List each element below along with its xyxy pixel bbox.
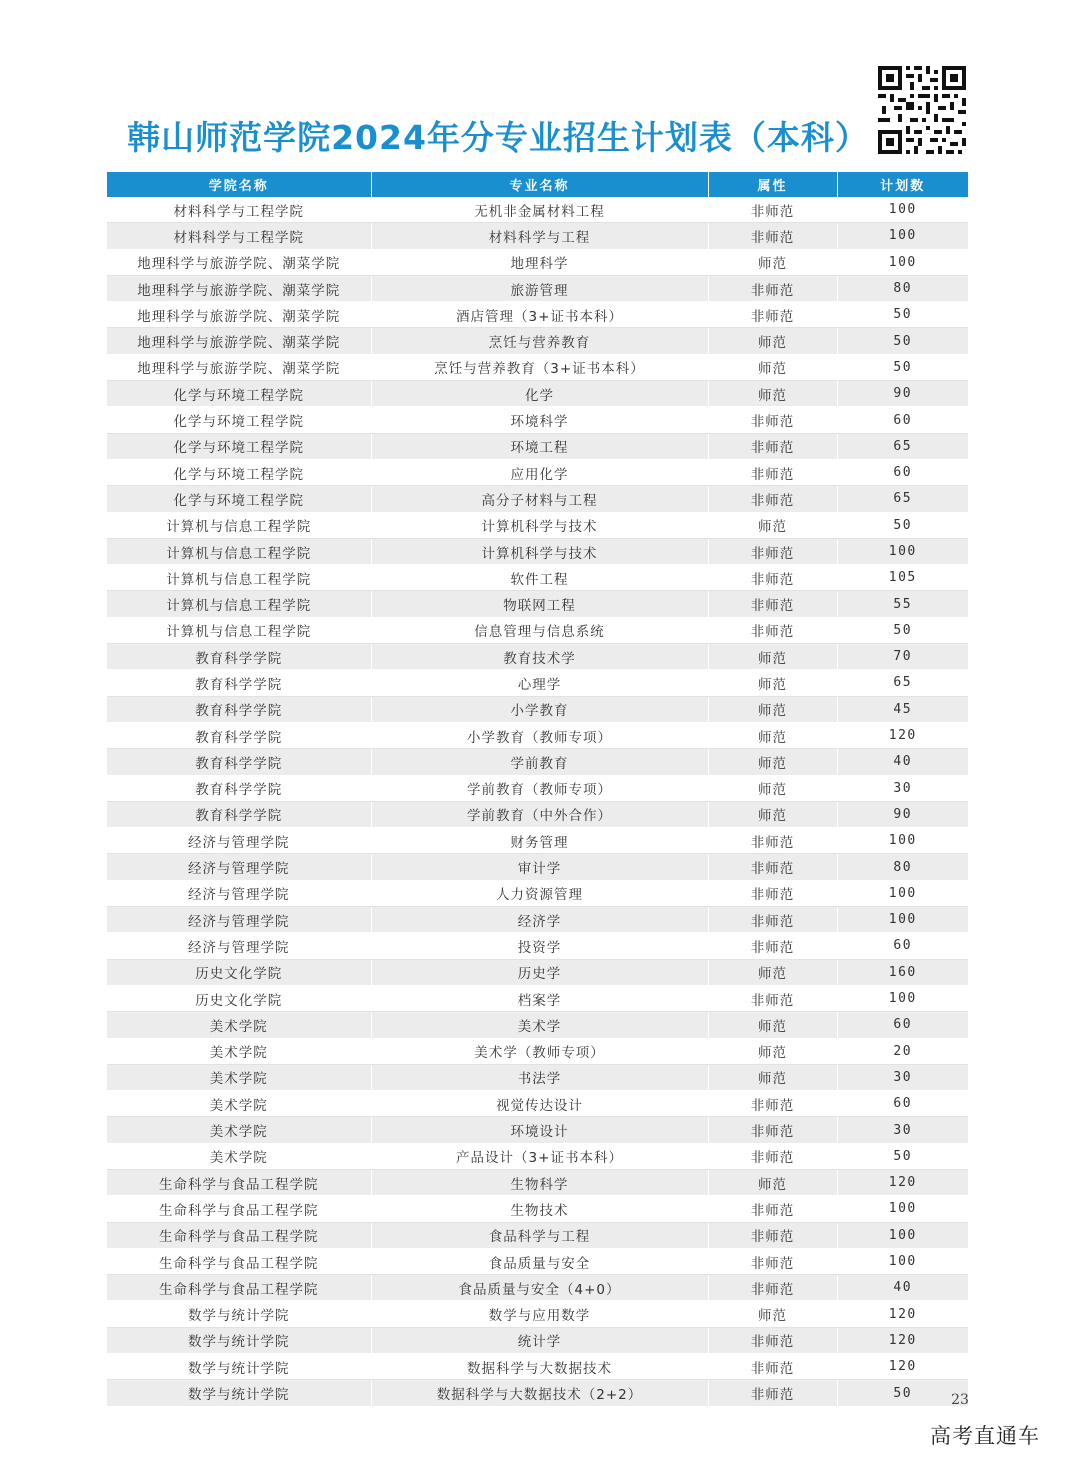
cell-count: 55 <box>837 591 968 617</box>
cell-count: 120 <box>837 1327 968 1353</box>
cell-attribute: 非师范 <box>708 591 837 617</box>
cell-college: 历史文化学院 <box>107 959 371 985</box>
cell-count: 80 <box>837 854 968 880</box>
table-row <box>107 670 968 696</box>
cell-college: 计算机与信息工程学院 <box>107 591 371 617</box>
cell-major: 统计学 <box>371 1327 708 1353</box>
cell-attribute: 非师范 <box>708 302 837 328</box>
cell-college: 美术学院 <box>107 1117 371 1143</box>
cell-college: 计算机与信息工程学院 <box>107 617 371 643</box>
cell-college: 化学与环境工程学院 <box>107 381 371 407</box>
cell-college: 美术学院 <box>107 1012 371 1038</box>
cell-attribute: 非师范 <box>708 433 837 459</box>
cell-attribute: 非师范 <box>708 828 837 854</box>
cell-count: 100 <box>837 985 968 1011</box>
cell-major: 无机非金属材料工程 <box>371 197 708 223</box>
cell-count: 50 <box>837 328 968 354</box>
cell-major: 酒店管理（3+证书本科） <box>371 302 708 328</box>
cell-count: 100 <box>837 249 968 275</box>
cell-major: 数据科学与大数据技术（2+2） <box>371 1380 708 1406</box>
cell-count: 100 <box>837 880 968 906</box>
table-row <box>107 1012 968 1038</box>
cell-attribute: 师范 <box>708 381 837 407</box>
table-row <box>107 354 968 380</box>
cell-major: 档案学 <box>371 985 708 1011</box>
table-row <box>107 749 968 775</box>
cell-major: 地理科学 <box>371 249 708 275</box>
cell-major: 经济学 <box>371 907 708 933</box>
cell-major: 信息管理与信息系统 <box>371 617 708 643</box>
cell-attribute: 非师范 <box>708 617 837 643</box>
cell-count: 120 <box>837 722 968 748</box>
table-row <box>107 328 968 354</box>
cell-count: 40 <box>837 1275 968 1301</box>
table-row <box>107 591 968 617</box>
cell-attribute: 非师范 <box>708 1222 837 1248</box>
table-row <box>107 1169 968 1195</box>
table-row <box>107 1064 968 1090</box>
cell-college: 教育科学学院 <box>107 749 371 775</box>
cell-major: 环境设计 <box>371 1117 708 1143</box>
cell-attribute: 非师范 <box>708 1248 837 1274</box>
cell-college: 生命科学与食品工程学院 <box>107 1222 371 1248</box>
cell-attribute: 非师范 <box>708 1117 837 1143</box>
table-row <box>107 907 968 933</box>
cell-college: 数学与统计学院 <box>107 1327 371 1353</box>
table-row <box>107 433 968 459</box>
cell-major: 计算机科学与技术 <box>371 512 708 538</box>
cell-major: 食品质量与安全 <box>371 1248 708 1274</box>
table-row <box>107 1222 968 1248</box>
cell-major: 学前教育（中外合作） <box>371 801 708 827</box>
qr-code-icon <box>876 64 968 156</box>
cell-major: 软件工程 <box>371 565 708 591</box>
cell-count: 40 <box>837 749 968 775</box>
cell-major: 环境工程 <box>371 433 708 459</box>
cell-major: 小学教育（教师专项） <box>371 722 708 748</box>
cell-college: 材料科学与工程学院 <box>107 197 371 223</box>
cell-college: 地理科学与旅游学院、潮菜学院 <box>107 275 371 301</box>
cell-college: 美术学院 <box>107 1143 371 1169</box>
cell-major: 数据科学与大数据技术 <box>371 1354 708 1380</box>
table-row <box>107 722 968 748</box>
cell-major: 学前教育（教师专项） <box>371 775 708 801</box>
table-row <box>107 828 968 854</box>
cell-college: 教育科学学院 <box>107 670 371 696</box>
cell-attribute: 师范 <box>708 644 837 670</box>
cell-count: 50 <box>837 1380 968 1406</box>
cell-college: 计算机与信息工程学院 <box>107 565 371 591</box>
cell-college: 教育科学学院 <box>107 775 371 801</box>
table-row <box>107 1117 968 1143</box>
cell-college: 历史文化学院 <box>107 985 371 1011</box>
table-row <box>107 1091 968 1117</box>
cell-college: 美术学院 <box>107 1091 371 1117</box>
table-row <box>107 381 968 407</box>
cell-college: 化学与环境工程学院 <box>107 459 371 485</box>
cell-attribute: 非师范 <box>708 275 837 301</box>
cell-major: 财务管理 <box>371 828 708 854</box>
cell-major: 应用化学 <box>371 459 708 485</box>
table-row <box>107 249 968 275</box>
cell-attribute: 非师范 <box>708 933 837 959</box>
table-row <box>107 1143 968 1169</box>
cell-attribute: 非师范 <box>708 854 837 880</box>
header-college: 学院名称 <box>107 172 371 197</box>
cell-major: 高分子材料与工程 <box>371 486 708 512</box>
cell-count: 20 <box>837 1038 968 1064</box>
cell-count: 100 <box>837 197 968 223</box>
table-row <box>107 302 968 328</box>
cell-attribute: 非师范 <box>708 880 837 906</box>
cell-major: 烹饪与营养教育 <box>371 328 708 354</box>
table-row <box>107 459 968 485</box>
cell-count: 90 <box>837 381 968 407</box>
table-header-row <box>107 172 968 197</box>
cell-college: 教育科学学院 <box>107 644 371 670</box>
cell-major: 学前教育 <box>371 749 708 775</box>
cell-college: 材料科学与工程学院 <box>107 223 371 249</box>
cell-major: 化学 <box>371 381 708 407</box>
cell-count: 120 <box>837 1169 968 1195</box>
table-row <box>107 880 968 906</box>
cell-major: 生物科学 <box>371 1169 708 1195</box>
cell-major: 历史学 <box>371 959 708 985</box>
cell-major: 审计学 <box>371 854 708 880</box>
cell-college: 化学与环境工程学院 <box>107 486 371 512</box>
table-row <box>107 1327 968 1353</box>
cell-major: 物联网工程 <box>371 591 708 617</box>
page-title: 韩山师范学院2024年分专业招生计划表（本科） <box>127 118 869 157</box>
cell-college: 化学与环境工程学院 <box>107 433 371 459</box>
cell-count: 100 <box>837 828 968 854</box>
cell-attribute: 师范 <box>708 354 837 380</box>
cell-major: 书法学 <box>371 1064 708 1090</box>
cell-major: 视觉传达设计 <box>371 1091 708 1117</box>
table-row <box>107 1301 968 1327</box>
header-attribute: 属性 <box>708 172 837 197</box>
cell-attribute: 师范 <box>708 249 837 275</box>
cell-count: 70 <box>837 644 968 670</box>
cell-attribute: 非师范 <box>708 1196 837 1222</box>
table-row <box>107 1038 968 1064</box>
cell-major: 旅游管理 <box>371 275 708 301</box>
cell-college: 美术学院 <box>107 1038 371 1064</box>
cell-attribute: 非师范 <box>708 1275 837 1301</box>
cell-college: 地理科学与旅游学院、潮菜学院 <box>107 354 371 380</box>
cell-college: 教育科学学院 <box>107 722 371 748</box>
cell-major: 投资学 <box>371 933 708 959</box>
cell-college: 地理科学与旅游学院、潮菜学院 <box>107 302 371 328</box>
cell-major: 产品设计（3+证书本科） <box>371 1143 708 1169</box>
cell-attribute: 非师范 <box>708 1091 837 1117</box>
cell-attribute: 师范 <box>708 722 837 748</box>
cell-count: 120 <box>837 1301 968 1327</box>
cell-college: 生命科学与食品工程学院 <box>107 1248 371 1274</box>
cell-major: 烹饪与营养教育（3+证书本科） <box>371 354 708 380</box>
cell-attribute: 非师范 <box>708 197 837 223</box>
cell-count: 160 <box>837 959 968 985</box>
table-row <box>107 696 968 722</box>
cell-major: 心理学 <box>371 670 708 696</box>
table-row <box>107 775 968 801</box>
header-major: 专业名称 <box>371 172 708 197</box>
cell-attribute: 非师范 <box>708 1354 837 1380</box>
cell-count: 90 <box>837 801 968 827</box>
cell-college: 生命科学与食品工程学院 <box>107 1275 371 1301</box>
cell-college: 经济与管理学院 <box>107 933 371 959</box>
cell-attribute: 非师范 <box>708 907 837 933</box>
cell-college: 经济与管理学院 <box>107 828 371 854</box>
cell-attribute: 师范 <box>708 749 837 775</box>
table-row <box>107 486 968 512</box>
cell-attribute: 师范 <box>708 1301 837 1327</box>
enrollment-plan-table <box>107 172 968 1407</box>
cell-attribute: 师范 <box>708 1012 837 1038</box>
cell-count: 50 <box>837 617 968 643</box>
table-row <box>107 1196 968 1222</box>
cell-major: 数学与应用数学 <box>371 1301 708 1327</box>
table-row <box>107 1380 968 1406</box>
table-row <box>107 1275 968 1301</box>
cell-major: 美术学 <box>371 1012 708 1038</box>
cell-count: 30 <box>837 775 968 801</box>
cell-college: 经济与管理学院 <box>107 854 371 880</box>
table-row <box>107 223 968 249</box>
cell-major: 美术学（教师专项） <box>371 1038 708 1064</box>
cell-count: 65 <box>837 486 968 512</box>
cell-college: 地理科学与旅游学院、潮菜学院 <box>107 328 371 354</box>
cell-count: 30 <box>837 1117 968 1143</box>
cell-major: 材料科学与工程 <box>371 223 708 249</box>
cell-attribute: 非师范 <box>708 985 837 1011</box>
cell-major: 计算机科学与技术 <box>371 538 708 564</box>
cell-attribute: 师范 <box>708 328 837 354</box>
cell-major: 教育技术学 <box>371 644 708 670</box>
cell-count: 100 <box>837 538 968 564</box>
cell-attribute: 师范 <box>708 959 837 985</box>
table-row <box>107 854 968 880</box>
cell-count: 50 <box>837 354 968 380</box>
table-row <box>107 985 968 1011</box>
cell-attribute: 师范 <box>708 1038 837 1064</box>
cell-count: 60 <box>837 459 968 485</box>
cell-attribute: 非师范 <box>708 486 837 512</box>
cell-attribute: 师范 <box>708 801 837 827</box>
cell-count: 30 <box>837 1064 968 1090</box>
cell-major: 人力资源管理 <box>371 880 708 906</box>
cell-attribute: 非师范 <box>708 538 837 564</box>
page-number: 23 <box>951 1392 969 1408</box>
cell-attribute: 非师范 <box>708 1327 837 1353</box>
table-row <box>107 275 968 301</box>
cell-attribute: 非师范 <box>708 223 837 249</box>
cell-college: 数学与统计学院 <box>107 1354 371 1380</box>
cell-college: 经济与管理学院 <box>107 880 371 906</box>
cell-attribute: 非师范 <box>708 407 837 433</box>
cell-count: 60 <box>837 1012 968 1038</box>
cell-attribute: 非师范 <box>708 1143 837 1169</box>
cell-attribute: 师范 <box>708 670 837 696</box>
cell-count: 60 <box>837 1091 968 1117</box>
cell-count: 50 <box>837 512 968 538</box>
table-row <box>107 197 968 223</box>
cell-count: 65 <box>837 433 968 459</box>
cell-count: 50 <box>837 1143 968 1169</box>
cell-attribute: 非师范 <box>708 1380 837 1406</box>
table-row <box>107 407 968 433</box>
cell-college: 经济与管理学院 <box>107 907 371 933</box>
cell-attribute: 师范 <box>708 775 837 801</box>
header-count: 计划数 <box>837 172 968 197</box>
table-row <box>107 512 968 538</box>
cell-count: 60 <box>837 407 968 433</box>
table-body <box>107 197 968 1406</box>
cell-college: 化学与环境工程学院 <box>107 407 371 433</box>
cell-count: 100 <box>837 1248 968 1274</box>
cell-college: 生命科学与食品工程学院 <box>107 1196 371 1222</box>
cell-attribute: 非师范 <box>708 565 837 591</box>
cell-count: 120 <box>837 1354 968 1380</box>
cell-count: 65 <box>837 670 968 696</box>
cell-count: 80 <box>837 275 968 301</box>
table-row <box>107 1248 968 1274</box>
cell-college: 数学与统计学院 <box>107 1380 371 1406</box>
cell-college: 计算机与信息工程学院 <box>107 538 371 564</box>
table-row <box>107 933 968 959</box>
cell-college: 生命科学与食品工程学院 <box>107 1169 371 1195</box>
table-row <box>107 959 968 985</box>
cell-major: 小学教育 <box>371 696 708 722</box>
cell-college: 地理科学与旅游学院、潮菜学院 <box>107 249 371 275</box>
cell-college: 计算机与信息工程学院 <box>107 512 371 538</box>
watermark: 高考直通车 <box>930 1424 1040 1448</box>
cell-college: 教育科学学院 <box>107 696 371 722</box>
cell-count: 50 <box>837 302 968 328</box>
cell-college: 教育科学学院 <box>107 801 371 827</box>
cell-count: 60 <box>837 933 968 959</box>
cell-attribute: 师范 <box>708 1064 837 1090</box>
table-row <box>107 565 968 591</box>
cell-count: 105 <box>837 565 968 591</box>
cell-count: 100 <box>837 1222 968 1248</box>
cell-count: 100 <box>837 223 968 249</box>
cell-major: 食品质量与安全（4+0） <box>371 1275 708 1301</box>
table-row <box>107 801 968 827</box>
table-row <box>107 617 968 643</box>
cell-count: 100 <box>837 907 968 933</box>
cell-attribute: 师范 <box>708 1169 837 1195</box>
cell-college: 数学与统计学院 <box>107 1301 371 1327</box>
cell-count: 100 <box>837 1196 968 1222</box>
cell-attribute: 师范 <box>708 512 837 538</box>
cell-major: 食品科学与工程 <box>371 1222 708 1248</box>
cell-attribute: 师范 <box>708 696 837 722</box>
cell-count: 45 <box>837 696 968 722</box>
cell-college: 美术学院 <box>107 1064 371 1090</box>
table-row <box>107 538 968 564</box>
cell-major: 生物技术 <box>371 1196 708 1222</box>
table-row <box>107 644 968 670</box>
table-row <box>107 1354 968 1380</box>
cell-major: 环境科学 <box>371 407 708 433</box>
cell-attribute: 非师范 <box>708 459 837 485</box>
